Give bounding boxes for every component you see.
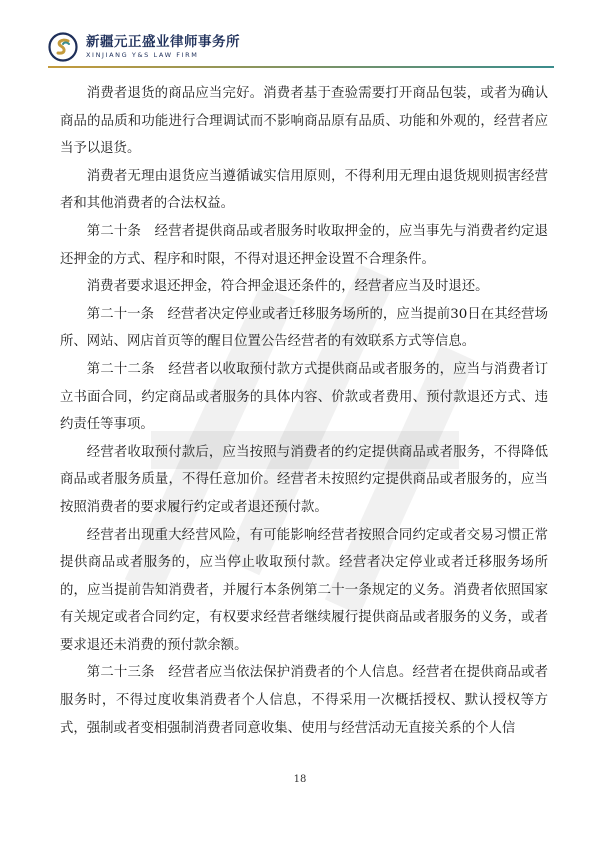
paragraph: 消费者要求退还押金，符合押金退还条件的，经营者应当及时退还。 <box>86 279 489 295</box>
paragraph: 经营者出现重大经营风险，有可能影响经营者按照合同约定或者交易习惯正常提供商品或者服务的，应当停止收取预付款。经营者决定停业或者迁移服务场所的，应当提前告知消费者，并履行本条例第二十一条规定的义务。消费者依照国家有关规定或者合同约定，有权要求经营者继续履行提供商品或者服务的义务，或者要求退还未消费的预付款余额。 <box>60 527 548 653</box>
paragraph: 消费者退货的商品应当完好。消费者基于查验需要打开商品包装，或者为确认商品的品质和功能进行合理调试而不影响商品原有品质、功能和外观的，经营者应当予以退货。 <box>60 86 548 157</box>
firm-name-cn: 新疆元正盛业律师事务所 <box>86 34 240 50</box>
firm-logo-icon <box>48 32 78 62</box>
paragraph: 第二十条 经营者提供商品或者服务时收取押金的，应当事先与消费者约定退还押金的方式、程序和时限，不得对退还押金设置不合理条件。 <box>60 223 548 267</box>
page-header <box>48 32 240 62</box>
document-body <box>60 80 548 742</box>
firm-brand <box>86 34 240 60</box>
paragraph: 经营者收取预付款后，应当按照与消费者的约定提供商品或者服务，不得降低商品或者服务质量，不得任意加价。经营者未按照约定提供商品或者服务的，应当按照消费者的要求履行约定或者退还预付款。 <box>60 444 548 515</box>
header-divider <box>48 66 554 68</box>
firm-name-en: XINJIANG Y&S LAW FIRM <box>86 51 199 59</box>
page-number: 18 <box>293 774 307 785</box>
paragraph: 第二十二条 经营者以收取预付款方式提供商品或者服务的，应当与消费者订立书面合同，约定商品或者服务的具体内容、价款或者费用、预付款退还方式、违约责任等事项。 <box>60 361 548 433</box>
paragraph: 第二十三条 经营者应当依法保护消费者的个人信息。经营者在提供商品或者服务时，不得过度收集消费者个人信息，不得采用一次概括授权、默认授权等方式，强制或者变相强制消费者同意收集、使用与经营活动无直接关系的个人信 <box>60 665 548 736</box>
paragraph: 消费者无理由退货应当遵循诚实信用原则，不得利用无理由退货规则损害经营者和其他消费者的合法权益。 <box>60 168 548 212</box>
paragraph: 第二十一条 经营者决定停业或者迁移服务场所的，应当提前30日在其经营场所、网站、网店首页等的醒目位置公告经营者的有效联系方式等信息。 <box>60 306 548 350</box>
